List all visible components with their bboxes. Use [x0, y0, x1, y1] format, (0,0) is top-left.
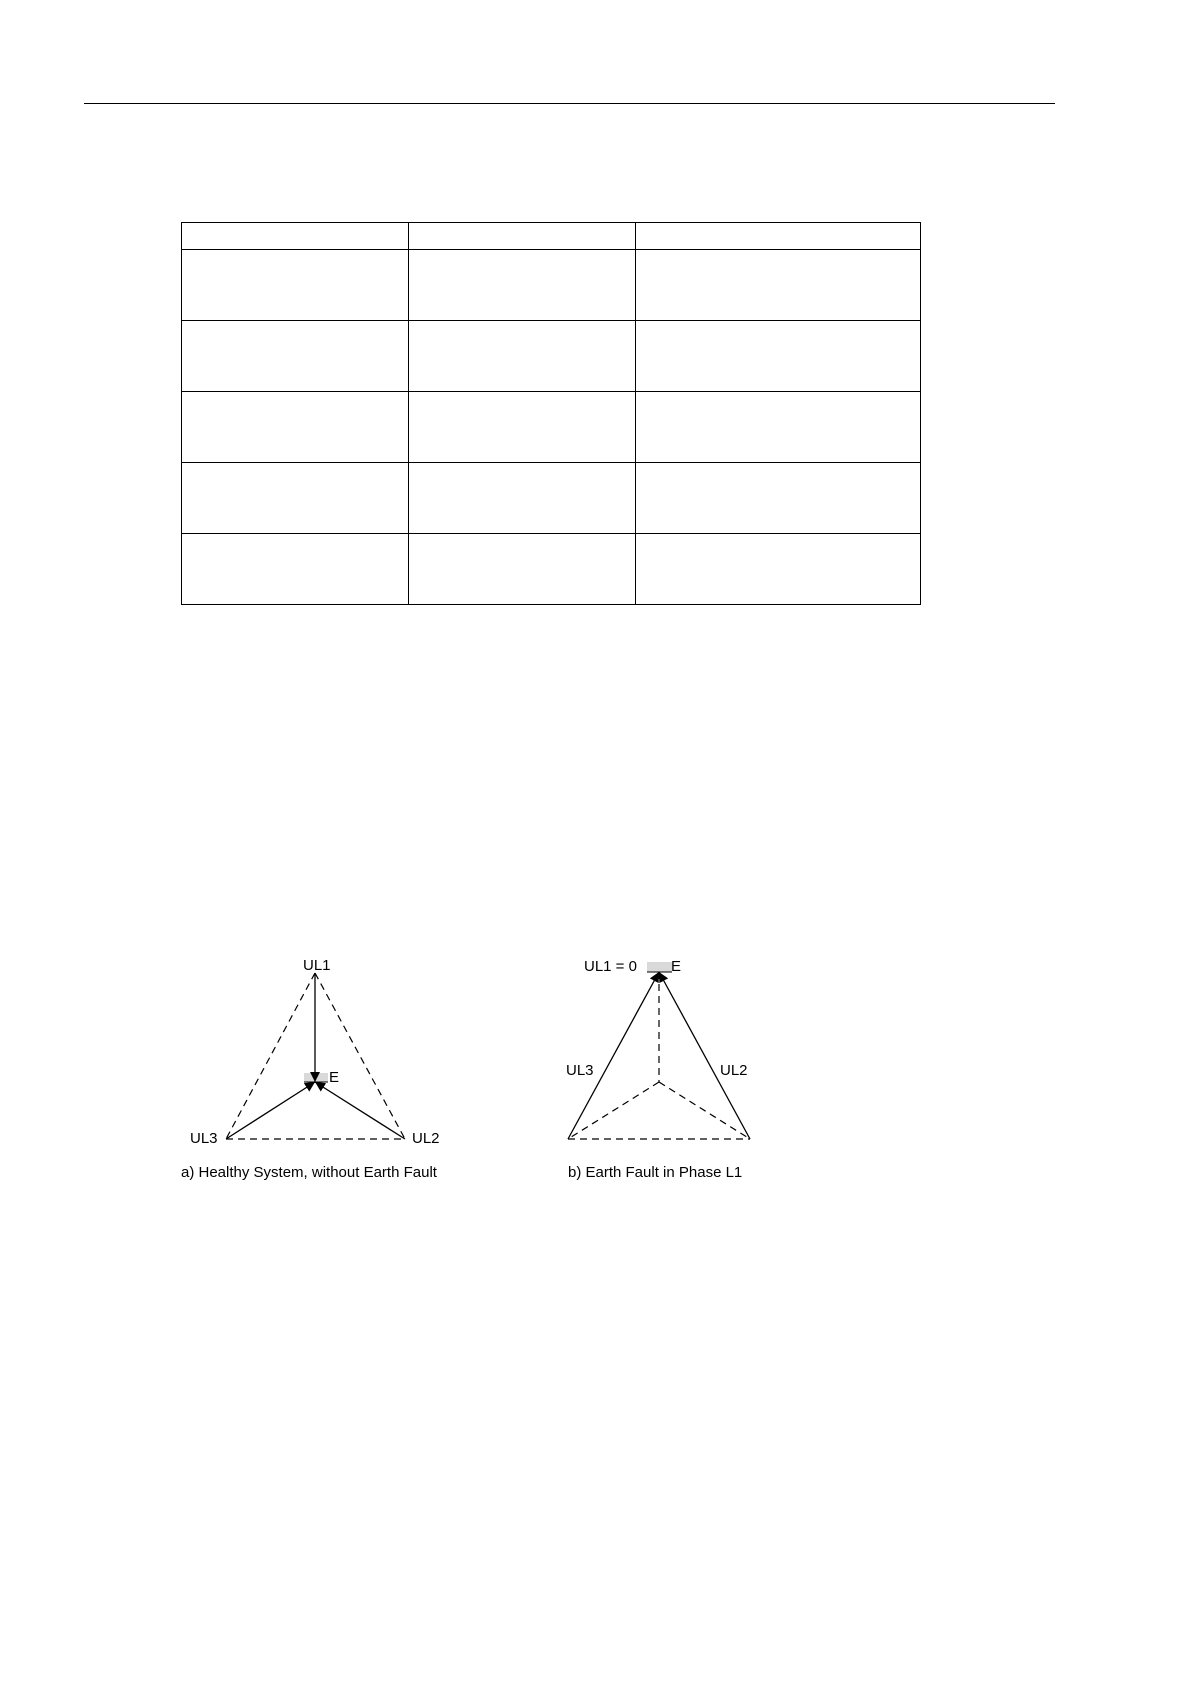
phasor-ul2-arrow: [659, 972, 750, 1139]
triangle-side-dashed: [226, 973, 315, 1139]
phasor-ul3-arrow: [568, 972, 659, 1139]
label-ul2: UL2: [720, 1062, 748, 1079]
phasor-ul2-arrow: [315, 1082, 405, 1139]
figure-caption-a: a) Healthy System, without Earth Fault: [181, 1164, 437, 1181]
diagram-healthy-system: [181, 957, 440, 1181]
figure-caption-b: b) Earth Fault in Phase L1: [568, 1164, 743, 1181]
earth-marker-a: [304, 1073, 328, 1082]
star-line-dashed: [659, 1082, 750, 1139]
label-earth: E: [671, 958, 682, 975]
label-ul1: UL1: [303, 957, 331, 974]
phasor-ul3-arrow: [226, 1082, 315, 1139]
label-ul1-zero: UL1 = 0: [584, 958, 637, 975]
label-ul3: UL3: [190, 1130, 218, 1147]
label-earth: E: [329, 1069, 340, 1086]
star-line-dashed: [568, 1082, 659, 1139]
earth-marker-b: [647, 962, 672, 972]
label-ul2: UL2: [412, 1130, 440, 1147]
diagram-earth-fault: [566, 958, 750, 1181]
triangle-side-dashed: [315, 973, 405, 1139]
label-ul3: UL3: [566, 1062, 594, 1079]
